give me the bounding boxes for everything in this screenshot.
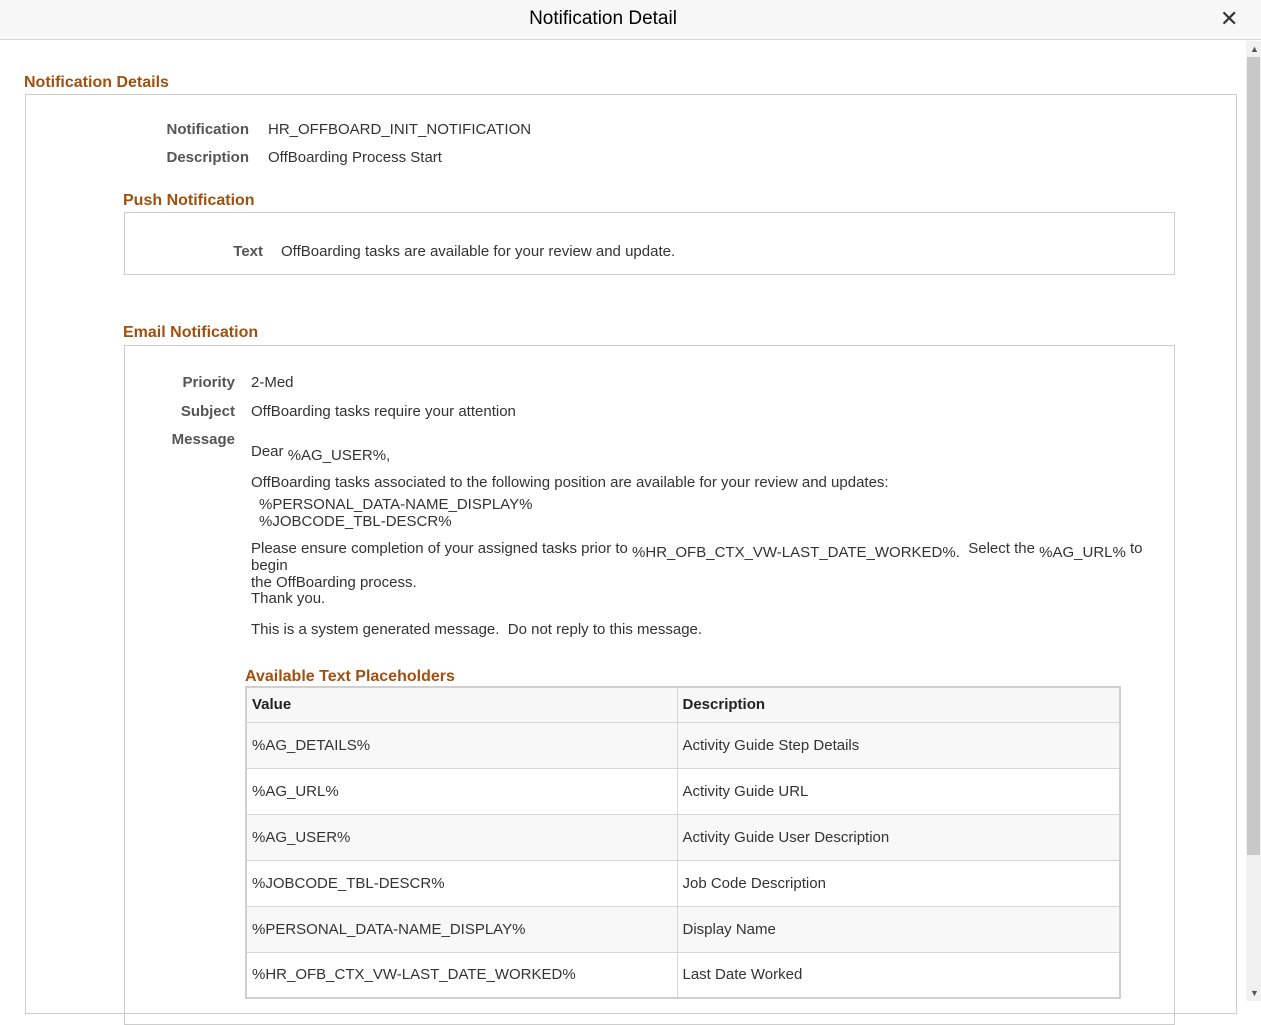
column-header-value: Value	[246, 687, 677, 722]
table-row	[246, 814, 1120, 860]
placeholder-last-date: %HR_OFB_CTX_VW-LAST_DATE_WORKED%.	[632, 544, 960, 561]
close-icon[interactable]: ✕	[1220, 6, 1239, 31]
placeholder-description: Activity Guide URL	[677, 768, 1120, 814]
notification-details-heading: Notification Details	[24, 74, 169, 91]
placeholder-value: %HR_OFB_CTX_VW-LAST_DATE_WORKED%	[246, 952, 677, 998]
notification-label: Notification	[166, 121, 249, 138]
description-label: Description	[166, 149, 249, 166]
placeholder-value: %AG_DETAILS%	[246, 722, 677, 768]
select-text: Select the	[968, 540, 1035, 557]
table-row	[246, 952, 1120, 998]
placeholders-heading: Available Text Placeholders	[245, 668, 455, 685]
message-system: This is a system generated message. Do not reply to this message.	[251, 621, 703, 638]
dear-text: Dear	[251, 443, 284, 460]
table-row	[246, 860, 1120, 906]
placeholder-description: Job Code Description	[677, 860, 1120, 906]
placeholders-table	[245, 686, 1121, 999]
scrollbar-thumb[interactable]	[1247, 57, 1260, 855]
push-notification-heading: Push Notification	[123, 192, 255, 209]
message-dear	[251, 443, 391, 464]
description-value: OffBoarding Process Start	[268, 149, 442, 166]
message-thanks: Thank you.	[251, 590, 326, 607]
scroll-down-icon[interactable]: ▼	[1250, 988, 1259, 998]
email-notification-heading: Email Notification	[123, 324, 259, 341]
placeholder-value: %PERSONAL_DATA-NAME_DISPLAY%	[246, 906, 677, 952]
priority-label: Priority	[182, 374, 235, 391]
message-ph-name: %PERSONAL_DATA-NAME_DISPLAY%	[259, 496, 533, 513]
message-ensure	[251, 540, 1166, 591]
placeholder-description: Display Name	[677, 906, 1120, 952]
begin-text: to begin	[251, 540, 1143, 574]
table-row	[246, 906, 1120, 952]
subject-value: OffBoarding tasks require your attention	[251, 403, 516, 420]
placeholder-ag-url: %AG_URL%	[1039, 544, 1126, 561]
placeholder-value: %AG_URL%	[246, 768, 677, 814]
push-text-value: OffBoarding tasks are available for your review and update.	[281, 243, 676, 260]
column-header-description: Description	[677, 687, 1120, 722]
scroll-up-icon[interactable]: ▲	[1250, 44, 1259, 54]
table-row	[246, 768, 1120, 814]
modal-title: Notification Detail	[529, 8, 677, 29]
push-text-label: Text	[233, 243, 263, 260]
priority-value: 2-Med	[251, 374, 294, 391]
placeholder-description: Activity Guide Step Details	[677, 722, 1120, 768]
notification-value: HR_OFFBOARD_INIT_NOTIFICATION	[268, 121, 532, 138]
modal-header	[0, 0, 1261, 40]
message-label: Message	[171, 431, 235, 448]
placeholder-value: %JOBCODE_TBL-DESCR%	[246, 860, 677, 906]
subject-label: Subject	[180, 403, 235, 420]
message-ph-job: %JOBCODE_TBL-DESCR%	[259, 513, 452, 530]
table-row	[246, 722, 1120, 768]
placeholder-description: Last Date Worked	[677, 952, 1120, 998]
placeholder-description: Activity Guide User Description	[677, 814, 1120, 860]
placeholder-value: %AG_USER%	[246, 814, 677, 860]
process-text: the OffBoarding process.	[251, 574, 417, 591]
message-line2: OffBoarding tasks associated to the following position are available for your review and updates:	[251, 474, 889, 491]
placeholder-ag-user: %AG_USER%,	[287, 447, 391, 464]
ensure-text: Please ensure completion of your assigned tasks prior to	[251, 540, 628, 557]
